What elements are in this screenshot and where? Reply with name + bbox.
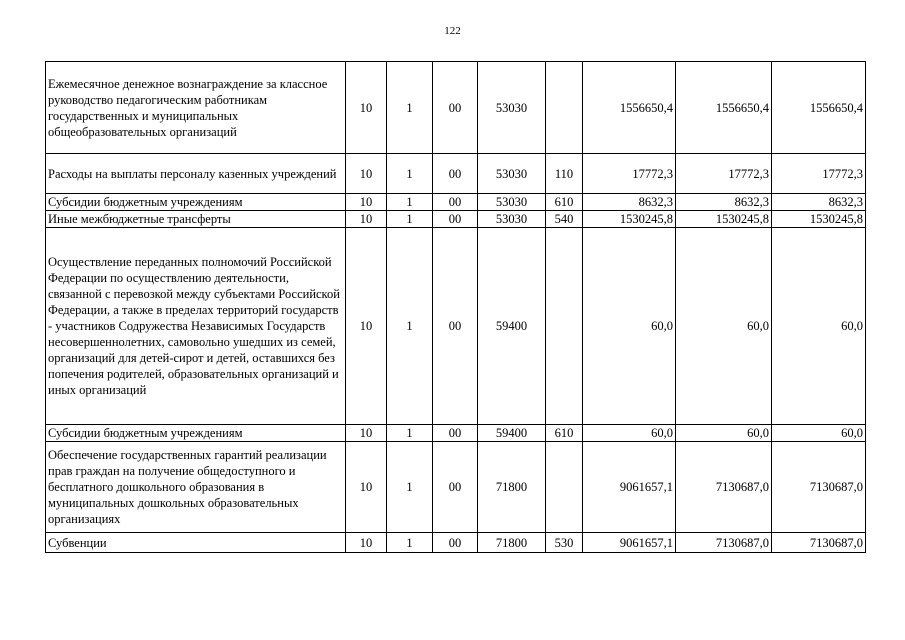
amount-year2-cell: 1556650,4: [676, 62, 772, 154]
amount-year3-cell: 7130687,0: [772, 533, 866, 553]
row-name-cell: Ежемесячное денежное вознаграждение за классное руководство педагогическим работникам государственных и муниципальных общеобразовательных организаций: [46, 62, 346, 154]
amount-year1-cell: 1556650,4: [583, 62, 676, 154]
amount-year1-cell: 60,0: [583, 228, 676, 425]
subsection-cell: 1: [387, 62, 433, 154]
table-row: [46, 154, 866, 194]
subsection-cell: 1: [387, 533, 433, 553]
section-cell: 10: [346, 533, 387, 553]
amount-year3-cell: 60,0: [772, 228, 866, 425]
amount-year3-cell: 1530245,8: [772, 211, 866, 228]
section-cell: 10: [346, 62, 387, 154]
target-code-cell: 53030: [478, 154, 546, 194]
expense-type-cell: 110: [546, 154, 583, 194]
table-row: [46, 211, 866, 228]
section-cell: 10: [346, 442, 387, 533]
program-cell: 00: [433, 62, 478, 154]
amount-year2-cell: 7130687,0: [676, 442, 772, 533]
row-name-cell: Осуществление переданных полномочий Российской Федерации по осуществлению деятельности, связанной с перевозкой между субъектами Российской Федерации, а также в пределах территорий государств - участников Содружества Независимых Государств несовершеннолетних, самовольно ушедших из семей, организаций для детей-сирот и детей, оставшихся без попечения родителей, образовательных организаций и иных организаций: [46, 228, 346, 425]
subsection-cell: 1: [387, 194, 433, 211]
expense-type-cell: [546, 442, 583, 533]
program-cell: 00: [433, 533, 478, 553]
amount-year2-cell: 1530245,8: [676, 211, 772, 228]
amount-year3-cell: 60,0: [772, 425, 866, 442]
program-cell: 00: [433, 154, 478, 194]
amount-year3-cell: 1556650,4: [772, 62, 866, 154]
program-cell: 00: [433, 442, 478, 533]
amount-year3-cell: 17772,3: [772, 154, 866, 194]
table-row: [46, 228, 866, 425]
row-name-cell: Расходы на выплаты персоналу казенных учреждений: [46, 154, 346, 194]
amount-year1-cell: 1530245,8: [583, 211, 676, 228]
program-cell: 00: [433, 194, 478, 211]
target-code-cell: 53030: [478, 62, 546, 154]
expense-type-cell: 530: [546, 533, 583, 553]
page-number: 122: [444, 25, 461, 37]
target-code-cell: 53030: [478, 194, 546, 211]
expense-type-cell: [546, 228, 583, 425]
expense-type-cell: 610: [546, 425, 583, 442]
section-cell: 10: [346, 211, 387, 228]
amount-year1-cell: 60,0: [583, 425, 676, 442]
target-code-cell: 71800: [478, 442, 546, 533]
expense-type-cell: 540: [546, 211, 583, 228]
subsection-cell: 1: [387, 442, 433, 533]
target-code-cell: 59400: [478, 425, 546, 442]
target-code-cell: 59400: [478, 228, 546, 425]
row-name-cell: Субсидии бюджетным учреждениям: [46, 194, 346, 211]
section-cell: 10: [346, 228, 387, 425]
subsection-cell: 1: [387, 211, 433, 228]
program-cell: 00: [433, 211, 478, 228]
budget-table: [45, 61, 866, 553]
table-row: [46, 425, 866, 442]
target-code-cell: 53030: [478, 211, 546, 228]
program-cell: 00: [433, 425, 478, 442]
row-name-cell: Субвенции: [46, 533, 346, 553]
amount-year2-cell: 60,0: [676, 228, 772, 425]
table-row: [46, 533, 866, 553]
expense-type-cell: 610: [546, 194, 583, 211]
amount-year1-cell: 17772,3: [583, 154, 676, 194]
row-name-cell: Субсидии бюджетным учреждениям: [46, 425, 346, 442]
amount-year2-cell: 17772,3: [676, 154, 772, 194]
subsection-cell: 1: [387, 154, 433, 194]
amount-year2-cell: 7130687,0: [676, 533, 772, 553]
section-cell: 10: [346, 425, 387, 442]
subsection-cell: 1: [387, 228, 433, 425]
amount-year3-cell: 8632,3: [772, 194, 866, 211]
amount-year1-cell: 9061657,1: [583, 442, 676, 533]
expense-type-cell: [546, 62, 583, 154]
table-row: [46, 62, 866, 154]
amount-year1-cell: 9061657,1: [583, 533, 676, 553]
amount-year2-cell: 60,0: [676, 425, 772, 442]
row-name-cell: Иные межбюджетные трансферты: [46, 211, 346, 228]
program-cell: 00: [433, 228, 478, 425]
subsection-cell: 1: [387, 425, 433, 442]
section-cell: 10: [346, 154, 387, 194]
amount-year3-cell: 7130687,0: [772, 442, 866, 533]
amount-year1-cell: 8632,3: [583, 194, 676, 211]
amount-year2-cell: 8632,3: [676, 194, 772, 211]
target-code-cell: 71800: [478, 533, 546, 553]
table-row: [46, 442, 866, 533]
table-row: [46, 194, 866, 211]
row-name-cell: Обеспечение государственных гарантий реализации прав граждан на получение общедоступного и бесплатного дошкольного образования в муниципальных дошкольных образовательных организациях: [46, 442, 346, 533]
section-cell: 10: [346, 194, 387, 211]
